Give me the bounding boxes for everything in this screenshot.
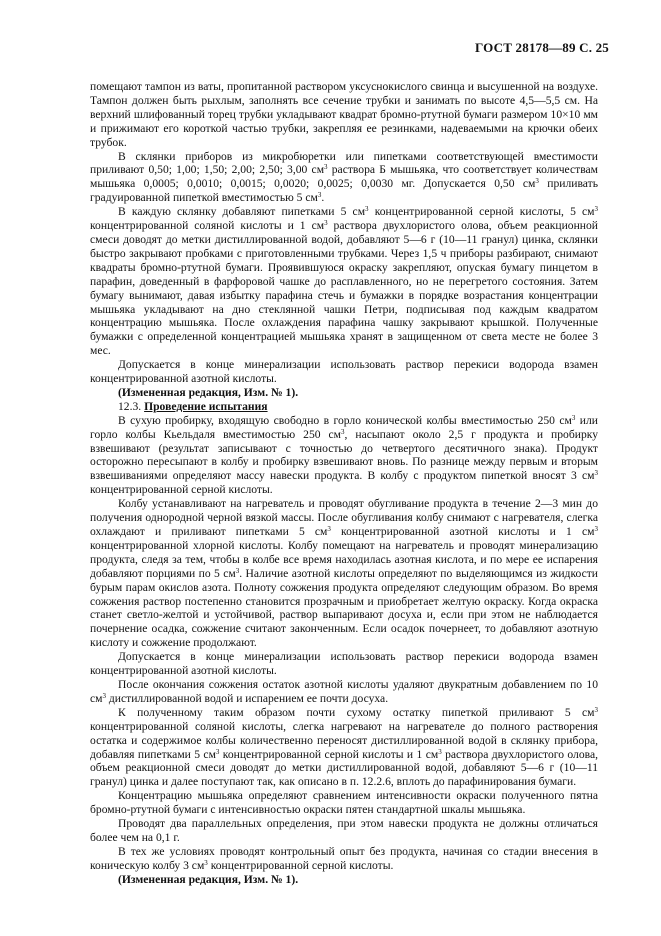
section-title: Проведение испытания: [144, 399, 268, 413]
superscript: 3: [438, 747, 442, 756]
paragraph: В тех же условиях проводят контрольный опыт без продукта, начиная со стадии внесения в коническую колбу 3 $см^3$ концентрированной серной кислоты.: [90, 844, 598, 872]
superscript: 3: [571, 413, 576, 422]
paragraph: помещают тампон из ваты, пропитанной раствором уксуснокислого свинца и высушенной на воздухе. Тампон должен быть рыхлым, заполнять все сечение трубки и занимать по высоте 4,5—5,5 см. На верхний шлифованный торец трубки укладывают квадрат бромно-ртутной бумаги размером 10×10 мм и прижимают его короткой частью трубки, закрепляя ее резинками, надеваемыми на крючки обеих трубок.: [90, 80, 598, 149]
paragraph: К полученному таким образом почти сухому остатку пипеткой приливают 5 $см^3$ концентрированной соляной кислоты, слегка нагревают на нагревателе до полного растворения остатка и содержимое колбы количественно переносят дистиллированной водой в склянку прибора, добавляя пипетками 5 $см^3$ концентрированной серной кислоты и 1 $см^3$ раствора двухлористого олова, объем реакционной смеси доводят до метки дистиллированной водой, добавляют 5—6 г (10—11 гранул) цинка и далее поступают так, как описано в п. 12.2.6, вплоть до парафинирования бумаги.: [90, 705, 598, 789]
superscript: 3: [594, 205, 599, 214]
document-body: [90, 80, 598, 887]
superscript: 3: [324, 219, 328, 228]
paragraph: Колбу устанавливают на нагреватель и проводят обугливание продукта в течение 2—3 мин до получения однородной черной вязкой массы. После обугливания колбу снимают с нагревателя, слегка охлаждают и приливают пипетками 5 $см^3$ концентрированной азотной кислоты и 1 $см^3$ концентрированной хлорной кислоты. Колбу помещают на нагреватель и проводят минерализацию продукта, следя за тем, чтобы в колбе все время находилась азотная кислота, и по мере ее испарения добавляют порциями по 5 $см^3$. Наличие азотной кислоты определяют по выделяющимся из жидкости бурым парам окислов азота. Полноту сожжения продукта определяют следующим образом. Во время сожжения раствор постепенно становится прозрачным и приобретает желтую окраску. Когда окраска станет светло-желтой и устойчивой, раствор выпаривают досуха и, если при этом не наблюдается почернение осадка, сожжение считают законченным. Если осадок почернеет, то добавляют азотную кислоту и сожжение продолжают.: [90, 497, 598, 650]
paragraph: После окончания сожжения остаток азотной кислоты удаляют двукратным добавлением по 10 $см^3$ дистиллированной водой и испарением ее почти досуха.: [90, 677, 598, 705]
paragraph: Допускается в конце минерализации использовать раствор перекиси водорода взамен концентрированной азотной кислоты.: [90, 358, 598, 386]
paragraph: В склянки приборов из микробюретки или пипетками соответствующей вместимости приливают 0,50; 1,00; 1,50; 2,00; 2,50; 3,00 $см^3$ раствора Б мышьяка, что соответствует количествам мышьяка 0,0005; 0,0010; 0,0015; 0,0020; 0,0025; 0,0030 мг. Допускается 0,50 $см^3$ приливать градуированной пипеткой вместимостью 5 $см^3$.: [90, 149, 599, 205]
paragraph: В каждую склянку добавляют пипетками 5 $см^3$ концентрированной серной кислоты, 5 $см^3$ концентрированной соляной кислоты и 1 $см^3$ раствора двухлористого олова, объем реакционной смеси доводят до метки дистиллированной водой, добавляют 5—6 г (10—11 гранул) цинка, склянки быстро закрывают пробками с приготовленными трубками. Через 1,5 ч приборы разбирают, снимают квадраты бромно-ртутной бумаги. Проявившуюся окраску закрепляют, опуская бумагу пинцетом в парафин, доведенный в фарфоровой чашке до расплавленного, но не перегретого состояния. Затем бумагу вынимают, давая избытку парафина стечь и бумажки в порядке возрастания концентрации мышьяка укладывают на дно стеклянной чашки Петри, подписывая под каждым квадратом концентрацию мышьяка. После охлаждения парафина чашку закрывают крышкой. Полученные бумажки с определенной концентрацией мышьяка хранят в защищенном от света месте не более 3 мес.: [90, 205, 599, 358]
paragraph: Проводят два параллельных определения, при этом навески продукта не должны отличаться более чем на 0,1 г.: [90, 817, 598, 844]
superscript: 3: [204, 858, 208, 867]
superscript: 3: [535, 177, 539, 186]
superscript: 3: [324, 163, 328, 172]
amendment-note: (Измененная редакция, Изм. № 1).: [118, 385, 299, 399]
superscript: 3: [317, 191, 322, 200]
section-heading: 12.3. Проведение испытания: [118, 399, 268, 413]
page-header: ГОСТ 28178—89 С. 25: [475, 40, 609, 55]
paragraph: В сухую пробирку, входящую свободно в горло конической колбы вместимостью 250 $см^3$ или горло колбы Кьельдаля вместимостью 250 $см^3$, насыпают около 2,5 г продукта и пробирку взвешивают (результат записывают с точностью до четвертого десятичного знака). Продукт осторожно пересыпают в колбу и пробирку взвешивают вновь. По разнице между первым и вторым взвешиваниями определяют массу навески продукта. В колбу с продуктом пипеткой вносят 3 $см^3$ концентрированной серной кислоты.: [90, 413, 599, 497]
superscript: 3: [327, 525, 331, 533]
superscript: 3: [594, 469, 598, 478]
paragraph: Допускается в конце минерализации использовать раствор перекиси водорода взамен концентрированной азотной кислоты.: [90, 650, 598, 678]
superscript: 3: [365, 205, 369, 214]
superscript: 3: [594, 525, 598, 533]
superscript: 3: [102, 691, 106, 700]
superscript: 3: [215, 747, 220, 756]
superscript: 3: [594, 705, 598, 714]
amendment-note: (Измененная редакция, Изм. № 1).: [118, 872, 299, 886]
paragraph: Концентрацию мышьяка определяют сравнением интенсивности окраски полученного пятна бромно-ртутной бумаги с интенсивностью окраски пятен стандартной шкалы мышьяка.: [90, 789, 598, 817]
superscript: 3: [341, 427, 345, 436]
superscript: 3: [235, 566, 240, 575]
